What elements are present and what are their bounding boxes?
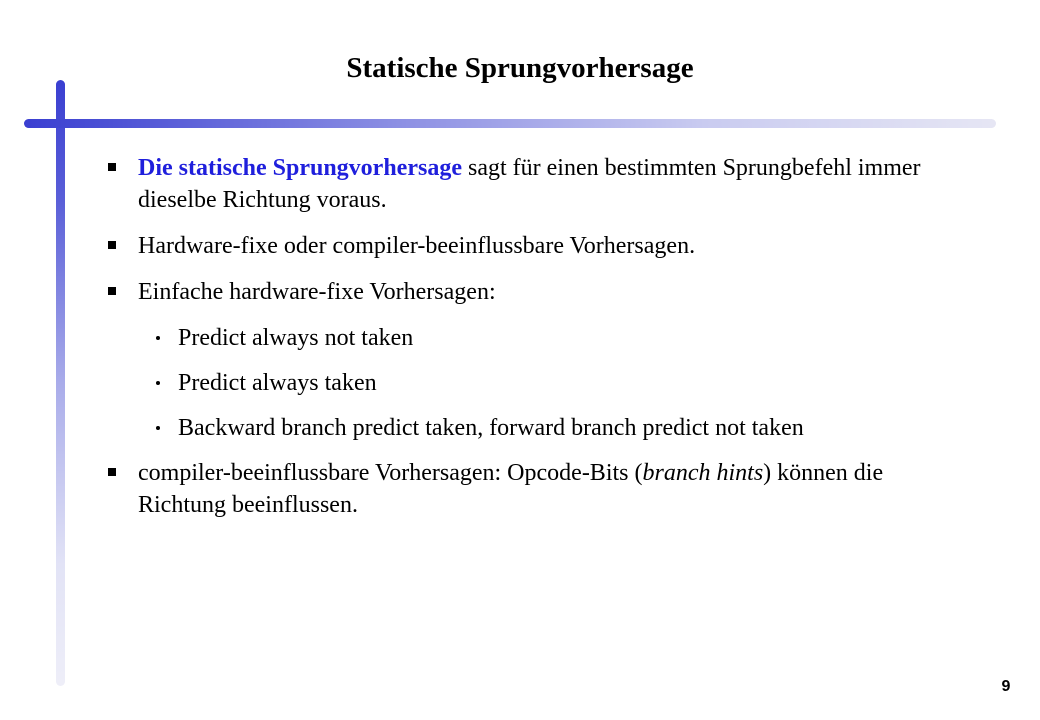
bullet-text: compiler-beeinflussbare Vorhersagen: Opcode-Bits (: [138, 460, 643, 486]
dot-bullet-icon: [156, 336, 160, 340]
highlight-term: Die statische Sprungvorhersage: [138, 155, 462, 181]
sub-bullet-text: Predict always not taken: [178, 325, 414, 351]
bullet-list: [108, 152, 948, 535]
bullet-text: ) können die Richtung beeinflussen.: [138, 460, 884, 518]
bullet-text: sagt für einen bestimmten Sprungbefehl immer dieselbe Richtung voraus.: [138, 155, 921, 213]
bullet-item: [108, 457, 948, 521]
bullet-text: Einfache hardware-fixe Vorhersagen:: [138, 279, 496, 305]
sub-bullet-text: Backward branch predict taken, forward branch predict not taken: [178, 415, 804, 441]
dot-bullet-icon: [156, 381, 160, 385]
italic-term: branch hints: [642, 460, 764, 486]
slide-title: Statische Sprungvorhersage: [346, 52, 694, 84]
square-bullet-icon: [108, 163, 116, 171]
page-number: 9: [1001, 678, 1011, 695]
horizontal-accent-bar: [24, 119, 996, 128]
sub-bullet-text: Predict always taken: [178, 370, 377, 396]
dot-bullet-icon: [156, 426, 160, 430]
square-bullet-icon: [108, 241, 116, 249]
bullet-item: [108, 152, 948, 216]
square-bullet-icon: [108, 468, 116, 476]
vertical-accent-bar: [56, 80, 65, 686]
sub-bullet-item: [108, 322, 948, 354]
square-bullet-icon: [108, 287, 116, 295]
bullet-text: Hardware-fixe oder compiler-beeinflussbare Vorhersagen.: [138, 233, 696, 259]
sub-bullet-item: [108, 367, 948, 399]
sub-bullet-item: [108, 412, 948, 444]
bullet-item: [108, 230, 948, 262]
bullet-item: [108, 276, 948, 308]
